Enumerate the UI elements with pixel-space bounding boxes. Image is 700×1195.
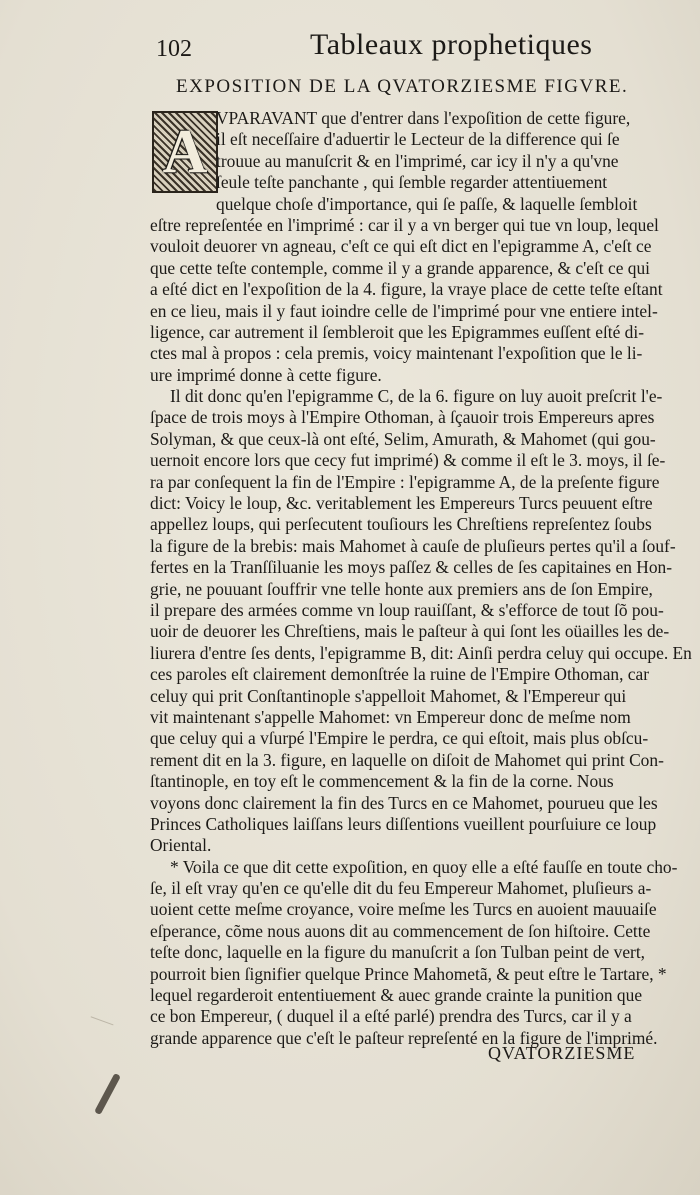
text-line: que celuy qui a vſurpé l'Empire le perdra, ce qui eſtoit, mais plus obſcu- [150, 728, 649, 749]
text-line: teſte donc, laquelle en la figure du manuſcrit a ſon Tulban peint de vert, [150, 942, 646, 963]
text-line: uernoit encore lors que cecy fut imprimé) & comme il eſt le 3. moys, il ſe- [150, 450, 666, 471]
text-line: liurera d'entre ſes dents, l'epigramme B, dit: Ainſi perdra celuy qui occupe. En [150, 642, 692, 663]
text-line: ſe, il eſt vray qu'en ce qu'elle dit du feu Empereur Mahomet, pluſieurs a- [150, 878, 652, 899]
text-line: Solyman, & que ceux-là ont eſté, Selim, Amurath, & Mahomet (qui gou- [150, 428, 656, 449]
text-line: Princes Catholiques laiſſans leurs diſſentions vueillent pourſuiure ce loup [150, 813, 657, 834]
text-line: ctes mal à propos : cela premis, voicy maintenant l'expoſition que le li- [150, 343, 643, 364]
running-title: Tableaux prophetiques [310, 28, 593, 61]
text-line: Oriental. [150, 835, 212, 856]
text-line: vit maintenant s'appelle Mahomet: vn Empereur donc de meſme nom [150, 706, 631, 727]
text-line: eſtre repreſentée en l'imprimé : car il y a vn berger qui tue vn loup, lequel [150, 214, 659, 235]
ink-smudge [94, 1073, 121, 1115]
text-line: ra par conſequent la fin de l'Empire : l'epigramme A, de la preſente figure [150, 471, 660, 492]
text-line: ce bon Empereur, ( duquel il a eſté parlé) prendra des Turcs, car il y a [150, 1006, 632, 1027]
page-header [150, 26, 650, 70]
text-line: ſtantinople, en toy eſt le commencement & la fin de la corne. Nous [150, 771, 614, 792]
text-line: dict: Voicy le loup, &c. veritablement les Empereurs Turcs peuuent eſtre [150, 493, 653, 514]
text-line: eſperance, cõme nous auons dit au commencement de ſon hiſtoire. Cette [150, 920, 651, 941]
text-line: ligence, car autrement il ſembleroit que les Epigrammes euſſent eſté di- [150, 321, 644, 342]
text-line: trouue au manuſcrit & en l'imprimé, car icy il n'y a qu'vne [216, 150, 619, 171]
margin-mark [87, 1016, 114, 1036]
text-line: appellez loups, qui perſecutent touſiours les Chreſtiens repreſentez ſoubs [150, 514, 652, 535]
text-line: rement dit en la 3. figure, en laquelle on diſoit de Mahomet qui print Con- [150, 749, 664, 770]
text-line: ces paroles eſt clairement demonſtrée la ruine de l'Empire Othoman, car [150, 664, 650, 685]
text-line: il prepare des armées comme vn loup rauiſſant, & s'efforce de tout ſõ pou- [150, 599, 664, 620]
text-line: celuy qui prit Conſtantinople s'appelloit Mahomet, & l'Empereur qui [150, 685, 627, 706]
text-line: ſpace de trois moys à l'Empire Othoman, à ſçauoir trois Empereurs apres [150, 407, 655, 428]
text-line: que cette teſte contemple, comme il y a grande apparence, & c'eſt ce qui [150, 257, 650, 278]
text-line: ure imprimé donne à cette figure. [150, 364, 382, 385]
section-title: EXPOSITION DE LA QVATORZIESME FIGVRE. [176, 76, 629, 97]
text-line: Il dit donc qu'en l'epigramme C, de la 6. figure on luy auoit preſcrit l'e- [170, 386, 663, 407]
body-text [150, 108, 692, 1049]
text-line: uoir de deuorer les Chreſtiens, mais le paſteur à qui ſont les oüailles les de- [150, 621, 670, 642]
text-line: VPARAVANT que d'entrer dans l'expoſition de cette figure, [216, 108, 631, 128]
catchword: QVATORZIESME [488, 1043, 636, 1063]
text-line: la figure de la brebis: mais Mahomet à cauſe de pluſieurs pertes qu'il a ſouf- [150, 535, 676, 556]
text-line: ſeule teſte panchante , qui ſemble regarder attentiuement [216, 172, 608, 193]
text-line: quelque choſe d'importance, qui ſe paſſe, & laquelle ſembloit [216, 193, 638, 214]
text-line: voyons donc clairement la fin des Turcs en ce Mahomet, pourueu que les [150, 792, 658, 813]
text-line: * Voila ce que dit cette expoſition, en quoy elle a eſté fauſſe en toute cho- [170, 856, 678, 877]
drop-cap-letter: A [162, 118, 208, 186]
text-line: lequel regarderoit ententiuement & auec grande crainte la punition que [150, 985, 643, 1006]
text-line: fertes en la Tranſſiluanie les moys paſſez & celles de ſes capitaines en Hon- [150, 557, 673, 578]
text-line: grande apparence que c'eſt le paſteur repreſenté en la figure de l'imprimé. [150, 1027, 658, 1048]
text-line: uoient cette meſme croyance, voire meſme les Turcs en auoient mauuaiſe [150, 899, 657, 920]
text-line: a eſté dict en l'expoſition de la 4. figure, la vraye place de cette teſte eſtant [150, 279, 663, 300]
text-line: pourroit bien ſignifier quelque Prince Mahometã, & peut eſtre le Tartare, * [150, 963, 667, 984]
text-line: en ce lieu, mais il y faut ioindre celle de l'imprimé pour vne entiere intel- [150, 300, 658, 321]
text-line: grie, ne pouuant ſouffrir vne telle honte aux premiers ans de ſon Empire, [150, 578, 653, 599]
page-number: 102 [156, 36, 192, 62]
text-line: vouloit deuorer vn agneau, c'eſt ce qui eſt dict en l'epigramme A, c'eſt ce [150, 236, 652, 257]
text-line: il eſt neceſſaire d'aduertir le Lecteur de la difference qui ſe [216, 129, 620, 150]
